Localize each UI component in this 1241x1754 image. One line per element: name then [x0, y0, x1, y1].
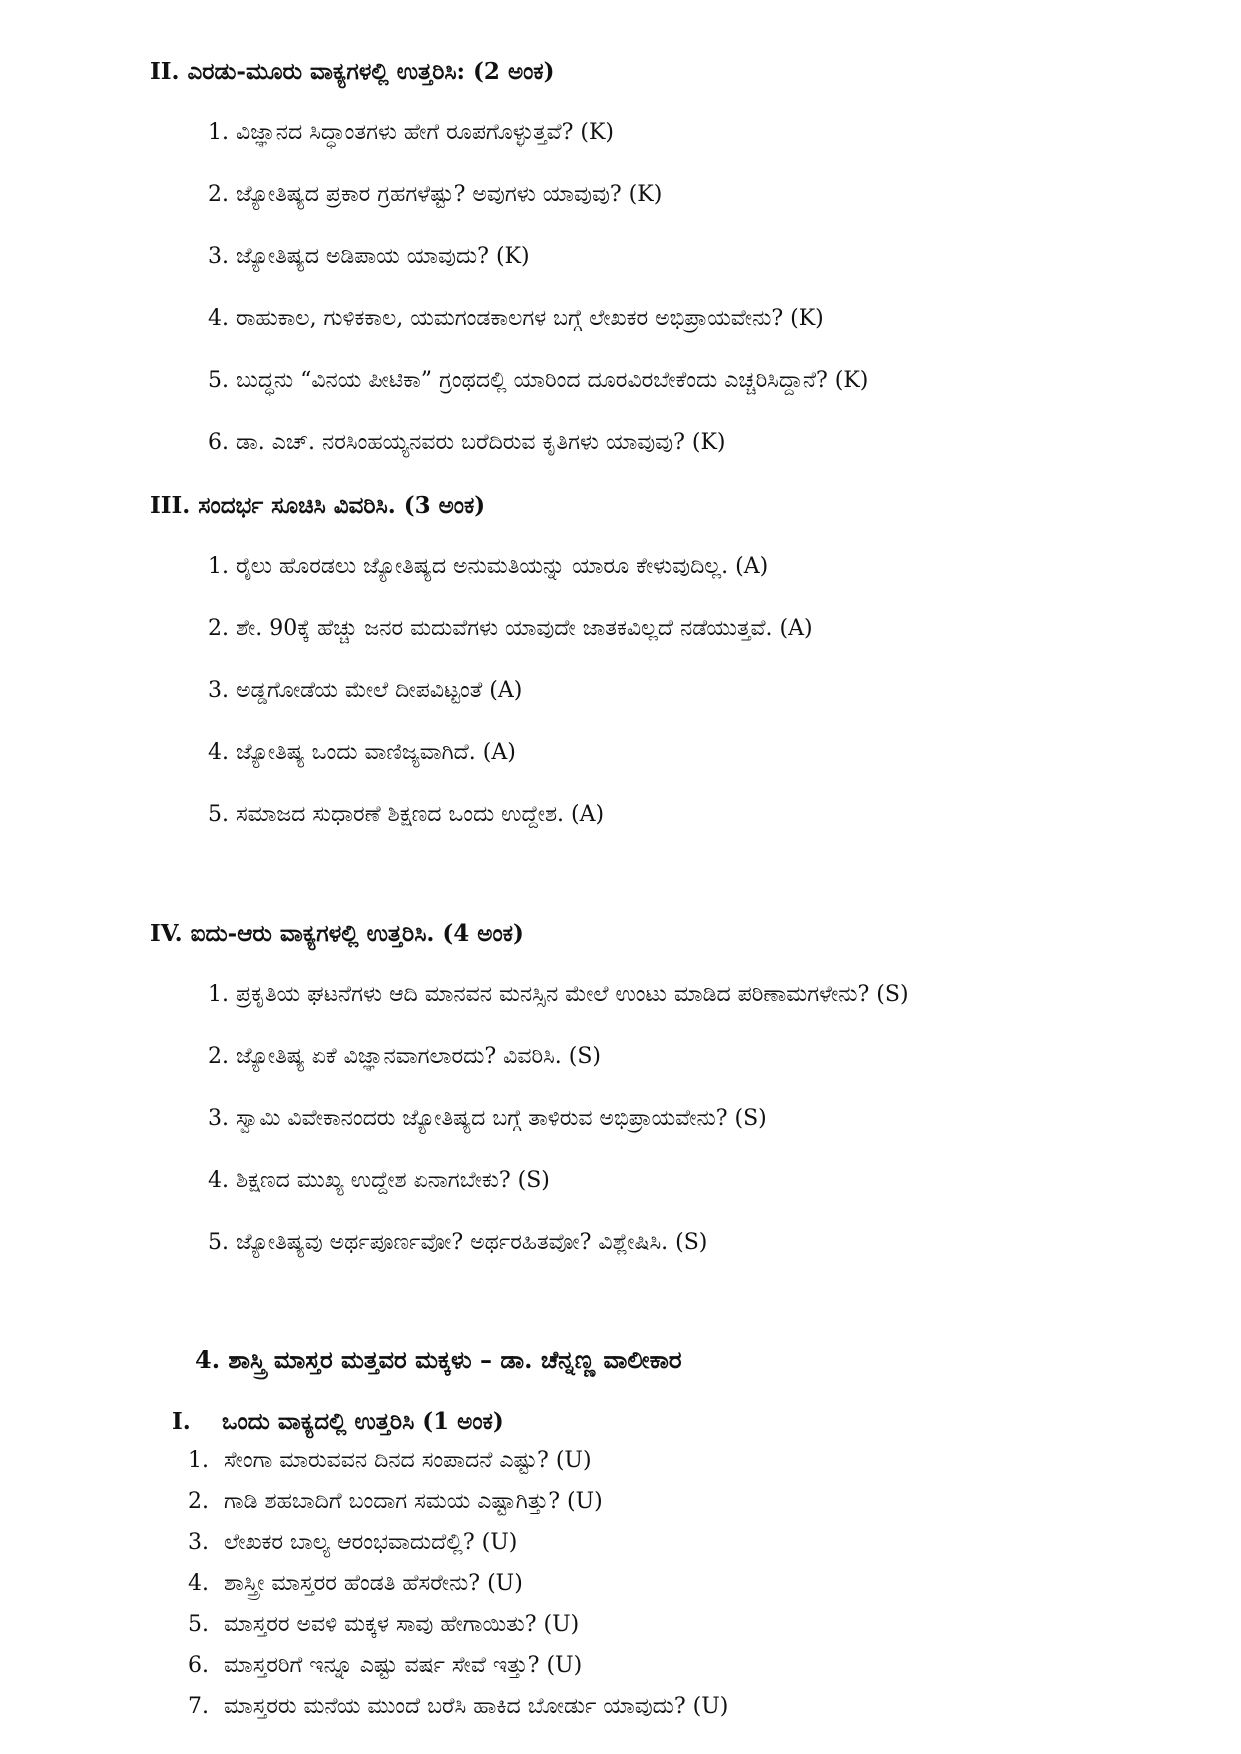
question-item: [188, 1448, 592, 1473]
question-item: [208, 616, 813, 641]
section-ii-heading: II. ಎರಡು-ಮೂರು ವಾಕ್ಯಗಳಲ್ಲಿ ಉತ್ತರಿಸಿ: (2 ಅಂಕ): [150, 58, 555, 85]
question-number: 3.: [188, 1530, 209, 1555]
question-item: [208, 182, 662, 207]
question-text: ಸಮಾಜದ ಸುಧಾರಣೆ ಶಿಕ್ಷಣದ ಒಂದು ಉದ್ದೇಶ. (A): [236, 802, 605, 827]
question-item: [208, 244, 530, 269]
chapter-title: 4. ಶಾಸ್ತ್ರಿ ಮಾಸ್ತರ ಮತ್ತವರ ಮಕ್ಕಳು – ಡಾ. ಚೆನ್ನಣ್ಣ ವಾಲೀಕಾರ: [195, 1345, 682, 1374]
question-number: 3.: [208, 244, 229, 269]
question-text: ಜ್ಯೋತಿಷ್ಯ ಏಕೆ ವಿಜ್ಞಾನವಾಗಲಾರದು? ವಿವರಿಸಿ. (S): [236, 1044, 601, 1069]
section-i-number: I.: [172, 1408, 191, 1435]
question-item: [208, 982, 909, 1007]
question-text: ಸ್ವಾಮಿ ವಿವೇಕಾನಂದರು ಜ್ಯೋತಿಷ್ಯದ ಬಗ್ಗೆ ತಾಳಿರುವ ಅಭಿಪ್ರಾಯವೇನು? (S): [236, 1106, 767, 1131]
question-item: [208, 306, 824, 331]
question-number: 3.: [208, 678, 229, 703]
question-number: 6.: [188, 1653, 209, 1678]
question-item: [188, 1489, 603, 1514]
question-text: ಪ್ರಕೃತಿಯ ಘಟನೆಗಳು ಆದಿ ಮಾನವನ ಮನಸ್ಸಿನ ಮೇಲೆ ಉಂಟು ಮಾಡಿದ ಪರಿಣಾಮಗಳೇನು? (S): [236, 982, 909, 1007]
question-item: [188, 1612, 579, 1637]
question-text: ಶಿಕ್ಷಣದ ಮುಖ್ಯ ಉದ್ದೇಶ ಏನಾಗಬೇಕು? (S): [236, 1168, 550, 1193]
question-number: 1.: [208, 554, 229, 579]
question-number: 2.: [208, 1044, 229, 1069]
section-i-title: ಒಂದು ವಾಕ್ಯದಲ್ಲಿ ಉತ್ತರಿಸಿ (1 ಅಂಕ): [222, 1408, 504, 1435]
question-number: 4.: [188, 1571, 209, 1596]
question-item: [208, 554, 768, 579]
question-text: ಮಾಸ್ತರರಿಗೆ ಇನ್ನೂ ಎಷ್ಟು ವರ್ಷ ಸೇವೆ ಇತ್ತು? (U): [224, 1653, 583, 1678]
question-item: [188, 1530, 517, 1555]
question-text: ಮಾಸ್ತರರ ಅವಳಿ ಮಕ್ಕಳ ಸಾವು ಹೇಗಾಯಿತು? (U): [224, 1612, 580, 1637]
question-text: ಡಾ. ಎಚ್. ನರಸಿಂಹಯ್ಯನವರು ಬರೆದಿರುವ ಕೃತಿಗಳು ಯಾವುವು? (K): [236, 430, 726, 455]
question-text: ಜ್ಯೋತಿಷ್ಯದ ಪ್ರಕಾರ ಗ್ರಹಗಳೆಷ್ಟು? ಅವುಗಳು ಯಾವುವು? (K): [236, 182, 663, 207]
question-item: [208, 368, 868, 393]
question-text: ಅಡ್ಡಗೋಡೆಯ ಮೇಲೆ ದೀಪವಿಟ್ಟಂತೆ (A): [236, 678, 523, 703]
question-item: [208, 120, 614, 145]
question-text: ಶೇ. 90ಕ್ಕೆ ಹೆಚ್ಚು ಜನರ ಮದುವೆಗಳು ಯಾವುದೇ ಜಾತಕವಿಲ್ಲದೆ ನಡೆಯುತ್ತವೆ. (A): [236, 616, 813, 641]
question-text: ಮಾಸ್ತರರು ಮನೆಯ ಮುಂದೆ ಬರೆಸಿ ಹಾಕಿದ ಬೋರ್ಡು ಯಾವುದು? (U): [224, 1694, 729, 1719]
question-item: [208, 802, 604, 827]
question-item: [208, 678, 522, 703]
question-number: 7.: [188, 1694, 209, 1719]
question-number: 1.: [208, 120, 229, 145]
question-number: 2.: [208, 616, 229, 641]
question-text: ಗಾಡಿ ಶಹಬಾದಿಗೆ ಬಂದಾಗ ಸಮಯ ಎಷ್ಟಾಗಿತ್ತು? (U): [224, 1489, 603, 1514]
question-item: [208, 1230, 707, 1255]
question-item: [208, 740, 516, 765]
section-iv-heading: IV. ಐದು-ಆರು ವಾಕ್ಯಗಳಲ್ಲಿ ಉತ್ತರಿಸಿ. (4 ಅಂಕ): [150, 920, 524, 947]
question-number: 2.: [208, 182, 229, 207]
question-number: 1.: [208, 982, 229, 1007]
question-item: [208, 430, 726, 455]
question-item: [208, 1168, 550, 1193]
question-number: 5.: [208, 368, 229, 393]
question-text: ಲೇಖಕರ ಬಾಲ್ಯ ಆರಂಭವಾದುದೆಲ್ಲಿ? (U): [224, 1530, 518, 1555]
question-number: 3.: [208, 1106, 229, 1131]
question-text: ಜ್ಯೋತಿಷ್ಯದ ಅಡಿಪಾಯ ಯಾವುದು? (K): [236, 244, 530, 269]
question-number: 4.: [208, 740, 229, 765]
question-text: ಶಾಸ್ತ್ರೀ ಮಾಸ್ತರರ ಹೆಂಡತಿ ಹೆಸರೇನು? (U): [224, 1571, 523, 1596]
question-text: ಜ್ಯೋತಿಷ್ಯವು ಅರ್ಥಪೂರ್ಣವೋ? ಅರ್ಥರಹಿತವೋ? ವಿಶ್ಲೇಷಿಸಿ. (S): [236, 1230, 708, 1255]
question-item: [208, 1106, 767, 1131]
question-item: [188, 1694, 728, 1719]
question-text: ಸೇಂಗಾ ಮಾರುವವನ ದಿನದ ಸಂಪಾದನೆ ಎಷ್ಟು? (U): [224, 1448, 592, 1473]
section-i-heading: [172, 1408, 504, 1435]
question-number: 5.: [188, 1612, 209, 1637]
question-number: 5.: [208, 802, 229, 827]
question-text: ಜ್ಯೋತಿಷ್ಯ ಒಂದು ವಾಣಿಜ್ಯವಾಗಿದೆ. (A): [236, 740, 516, 765]
question-number: 1.: [188, 1448, 209, 1473]
question-item: [188, 1571, 523, 1596]
question-text: ರಾಹುಕಾಲ, ಗುಳಿಕಕಾಲ, ಯಮಗಂಡಕಾಲಗಳ ಬಗ್ಗೆ ಲೇಖಕರ ಅಭಿಪ್ರಾಯವೇನು? (K): [236, 306, 824, 331]
section-iii-heading: III. ಸಂದರ್ಭ ಸೂಚಿಸಿ ವಿವರಿಸಿ. (3 ಅಂಕ): [150, 492, 486, 519]
question-item: [188, 1653, 582, 1678]
question-number: 5.: [208, 1230, 229, 1255]
question-number: 4.: [208, 306, 229, 331]
question-text: ಬುದ್ಧನು “ವಿನಯ ಪೀಟಿಕಾ” ಗ್ರಂಥದಲ್ಲಿ ಯಾರಿಂದ ದೂರವಿರಬೇಕೆಂದು ಎಚ್ಚರಿಸಿದ್ದಾನೆ? (K): [236, 368, 869, 393]
question-text: ವಿಜ್ಞಾನದ ಸಿದ್ಧಾಂತಗಳು ಹೇಗೆ ರೂಪಗೊಳ್ಳುತ್ತವೆ? (K): [236, 120, 615, 145]
question-text: ರೈಲು ಹೊರಡಲು ಜ್ಯೋತಿಷ್ಯದ ಅನುಮತಿಯನ್ನು ಯಾರೂ ಕೇಳುವುದಿಲ್ಲ. (A): [236, 554, 769, 579]
question-number: 4.: [208, 1168, 229, 1193]
question-item: [208, 1044, 601, 1069]
question-number: 6.: [208, 430, 229, 455]
question-number: 2.: [188, 1489, 209, 1514]
